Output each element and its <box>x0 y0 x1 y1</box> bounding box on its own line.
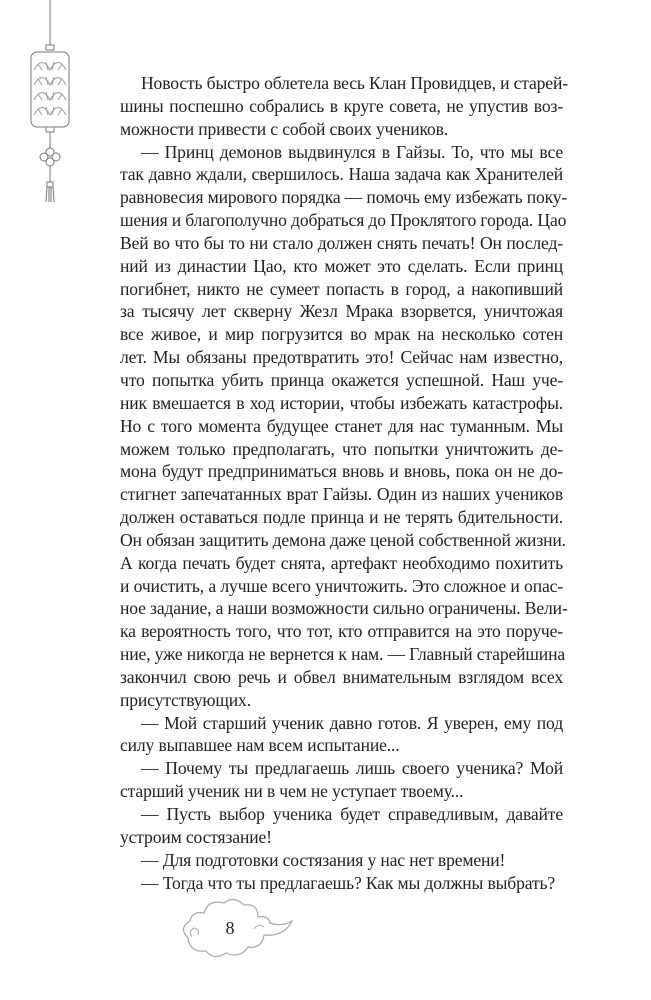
text-line: что попытка убить принца окажется успешной. Наш уче- <box>120 369 563 390</box>
text-line: за тысячу лет скверну Жезл Мрака взорвется, уничтожая <box>120 301 563 322</box>
text-line: мона будут предприниматься вновь и вновь, пока он не до- <box>120 461 563 482</box>
text-line: закончил свою речь и обвел внимательным взглядом всех <box>120 666 563 687</box>
text-line: равновесия мирового порядка — помочь ему избежать поку- <box>120 187 568 208</box>
text-line: можем только предполагать, что попытки уничтожить де- <box>120 438 563 459</box>
text-line: — Мой старший ученик давно готов. Я уверен, ему под <box>141 712 563 733</box>
body-text <box>120 72 568 894</box>
text-line: погибнет, никто не сумеет попасть в город, а накопивший <box>120 278 563 299</box>
text-line: должен оставаться подле принца и не терять бдительности. <box>120 507 563 528</box>
text-line: А когда печать будет снята, артефакт необходимо похитить <box>120 552 563 573</box>
text-line: все живое, и мир погрузится во мрак на несколько сотен <box>120 324 563 345</box>
text-line: можности привести с собой своих учеников. <box>120 118 449 139</box>
text-line: Он обязан защитить демона даже ценой собственной жизни. <box>120 529 566 550</box>
page-number: 8 <box>225 918 235 938</box>
text-line: старший ученик ни в чем не уступает твоему... <box>120 781 464 802</box>
text-line: — Почему ты предлагаешь лишь своего ученика? Мой <box>141 758 563 779</box>
text-line: — Принц демонов выдвинулся в Гайзы. То, что мы все <box>141 141 563 162</box>
text-line: устроим состязание! <box>120 826 272 847</box>
lantern-ornament-icon <box>30 0 80 205</box>
text-line: Вей во что бы то ни стало должен снять печать! Он послед- <box>120 232 563 253</box>
text-line: присутствующих. <box>120 689 251 710</box>
text-line: стигнет запечатанных врат Гайзы. Один из наших учеников <box>120 484 563 505</box>
text-line: ние, уже никогда не вернется к нам. — Главный старейшина <box>120 644 565 665</box>
text-line: — Пусть выбор ученика будет справедливым, давайте <box>141 804 563 824</box>
text-line: Но с того момента будущее станет для нас туманным. Мы <box>120 415 563 436</box>
text-line: ное задание, а наши возможности сильно ограничены. Вели- <box>120 598 568 619</box>
text-line: — Для подготовки состязания у нас нет времени! <box>141 849 506 870</box>
text-line: ний из династии Цао, кто может это сделать. Если принц <box>120 255 563 276</box>
text-line: — Тогда что ты предлагаешь? Как мы должны выбрать? <box>141 872 556 893</box>
text-line: Новость быстро облетела весь Клан Провидцев, и старей- <box>141 73 568 93</box>
text-line: шины поспешно собрались в круге совета, не упустив воз- <box>120 95 563 116</box>
text-line: шения и благополучно добраться до Проклятого города. Цао <box>120 210 567 231</box>
text-line: и очистить, а лучше всего уничтожить. Это сложное и опас- <box>120 575 563 596</box>
text-line: так давно ждали, свершилось. Наша задача как Хранителей <box>120 164 563 185</box>
text-line: ник вмешается в ход истории, чтобы избежать катастрофы. <box>120 392 563 413</box>
text-line: лет. Мы обязаны предотвратить это! Сейчас нам известно, <box>120 347 563 368</box>
text-line: силу выпавшее нам всем испытание... <box>120 735 400 756</box>
text-line: ка вероятность того, что тот, кто отправится на это поруче- <box>120 621 563 642</box>
